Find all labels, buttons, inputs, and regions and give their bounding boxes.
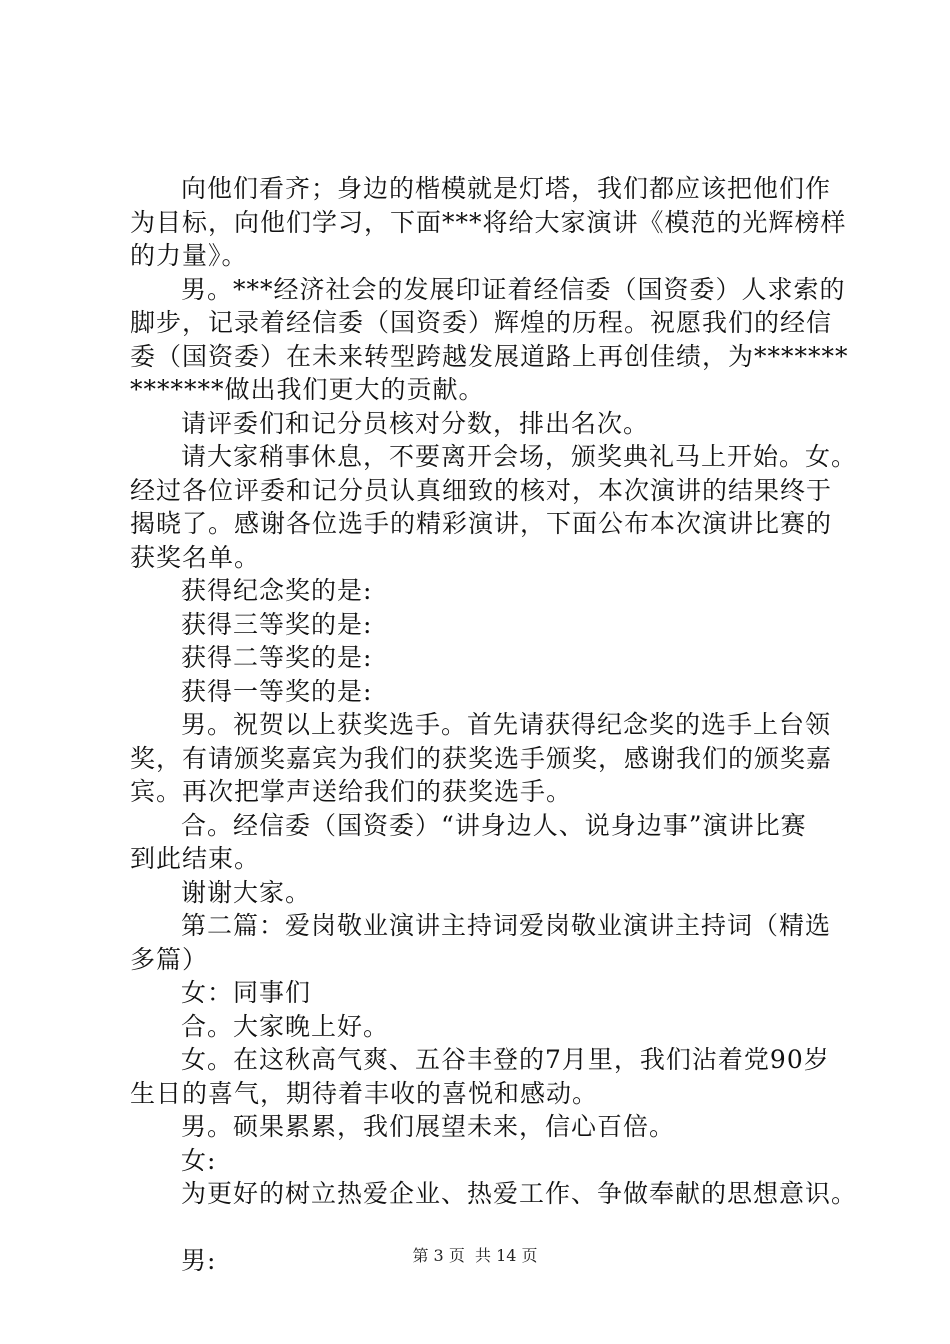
text-line: 宾。再次把掌声送给我们的获奖选手。 [130,777,573,806]
text-line: 奖，有请颁奖嘉宾为我们的获奖选手颁奖，感谢我们的颁奖嘉 [130,743,833,773]
text-line: 请大家稍事休息，不要离开会场，颁奖典礼马上开始。女。 [181,442,858,471]
text-line: 委（国资委）在未来转型跨越发展道路上再创佳绩，为******* [130,341,849,371]
text-line: 获奖名单。 [130,542,261,572]
text-line: 揭晓了。感谢各位选手的精彩演讲，下面公布本次演讲比赛的 [130,509,833,538]
text-line: 的力量》。 [130,241,248,270]
text-line: 经过各位评委和记分员认真细致的核对，本次演讲的结果终于 [130,475,833,505]
text-line: 向他们看齐；身边的楷模就是灯塔，我们都应该把他们作 [181,174,832,203]
text-line: 男。硕果累累，我们展望未来，信心百倍。 [181,1112,676,1141]
text-line: 生日的喜气，期待着丰收的喜悦和感动。 [130,1078,599,1108]
text-line: 女：同事们 [181,978,312,1007]
text-line: 请评委们和记分员核对分数，排出名次。 [181,408,650,438]
text-line: 获得二等奖的是: [181,643,373,672]
page-footer: 第 3 页 共 14 页 [412,1246,538,1265]
text-line: 获得纪念奖的是: [181,576,373,605]
text-line [130,1211,835,1245]
text-line: 获得一等奖的是: [181,676,373,706]
document-body [130,172,858,1278]
text-line: 女。在这秋高气爽、五谷丰登的7月里，我们沾着党90岁 [181,1045,830,1074]
text-line: 第二篇：爱岗敬业演讲主持词爱岗敬业演讲主持词（精选 [181,911,832,940]
text-line: *******做出我们更大的贡献。 [130,375,485,404]
text-line: 到此结束。 [130,844,261,873]
text-line: 脚步，记录着经信委（国资委）辉煌的历程。祝愿我们的经信 [130,308,833,337]
text-line: 男。***经济社会的发展印证着经信委（国资委）人求索的 [181,274,846,304]
text-line: 男。祝贺以上获奖选手。首先请获得纪念奖的选手上台领 [181,710,832,739]
text-line: 合。大家晚上好。 [181,1011,390,1041]
text-line: 合。经信委（国资委）“讲身边人、说身边事”演讲比赛 [181,810,807,840]
text-line: 男: [181,1246,217,1275]
text-line: 多篇） [130,944,209,974]
text-line: 获得三等奖的是: [181,609,373,639]
text-line: 谢谢大家。 [181,877,312,907]
text-line: 女: [181,1145,217,1175]
text-line: 为目标，向他们学习，下面***将给大家演讲《模范的光辉榜样 [130,207,847,237]
text-line: 为更好的树立热爱企业、热爱工作、争做奉献的思想意识。 [181,1179,858,1208]
